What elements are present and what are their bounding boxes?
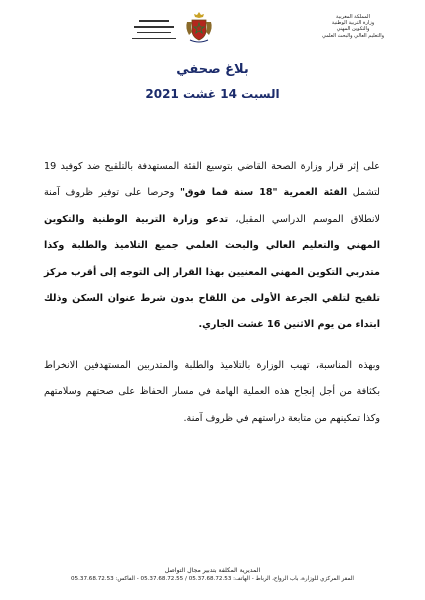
letterhead-line-kingdom: المملكة المغربية xyxy=(336,14,370,20)
body-p1-context: وحرصا على توفير ظروف آمنة لانطلاق الموسم الدراسي المقبل، xyxy=(44,187,380,225)
body-p1-intro: على إثر قرار وزارة الصحة القاضي بتوسيع الفئة المستهدفة بالتلقيح ضد كوفيد 19 لتشمل xyxy=(44,161,380,199)
press-release-body xyxy=(44,154,380,432)
ministry-letterhead-tifinagh xyxy=(132,16,176,39)
body-paragraph-2: وبهذه المناسبة، تهيب الوزارة بالتلاميذ والطلبة والمتدربين المستهدفين الانخراط بكثافة من أجل إنجاح هذه العملية الهامة في مسار الحفاظ على صحتهم وسلامتهم وكذا تمكينهم من متابعة دراستهم في ظروف آمنة. xyxy=(44,359,380,424)
letterhead-line-ministry: وزارة التربية الوطنية xyxy=(331,20,375,27)
document-title: بلاغ صحفي xyxy=(176,62,249,77)
letterhead-line-vocational: والتكوين المهني xyxy=(336,26,370,33)
footer-directorate: المديرية المكلفة بتدبير مجال التواصل xyxy=(164,567,261,574)
body-p1-age-group: الفئة العمرية "18 سنة فما فوق" xyxy=(179,187,348,199)
body-paragraph-1 xyxy=(44,154,380,339)
footer-contact: المقر المركزي للوزارة، باب الرواح، الرباط - الهاتف: 05.37.68.72.53 / 05.37.68.72.55 - الفاكس: 05.37.68.72.53 xyxy=(71,576,354,582)
coat-of-arms-icon xyxy=(184,10,214,44)
page-footer xyxy=(0,566,425,583)
letterhead-line-higher-ed: والتعليم العالي والبحث العلمي xyxy=(321,32,385,39)
ministry-letterhead-arabic xyxy=(305,14,401,39)
body-p1-call-to-action: تدعو وزارة التربية الوطنية والتكوين المهني والتعليم العالي والبحث العلمي جميع التلاميذ والطلبة وكذا متدربي التكوين المهني المعنيين بهذا القرار إلى التوجه إلى أقرب مركز تلقيح لتلقي الجرعة الأولى من اللقاح بدون شرط عنوان السكن وذلك ابتداء من يوم الاثنين 16 غشت الجاري. xyxy=(44,213,380,331)
document-date: السبت 14 غشت 2021 xyxy=(145,87,280,101)
